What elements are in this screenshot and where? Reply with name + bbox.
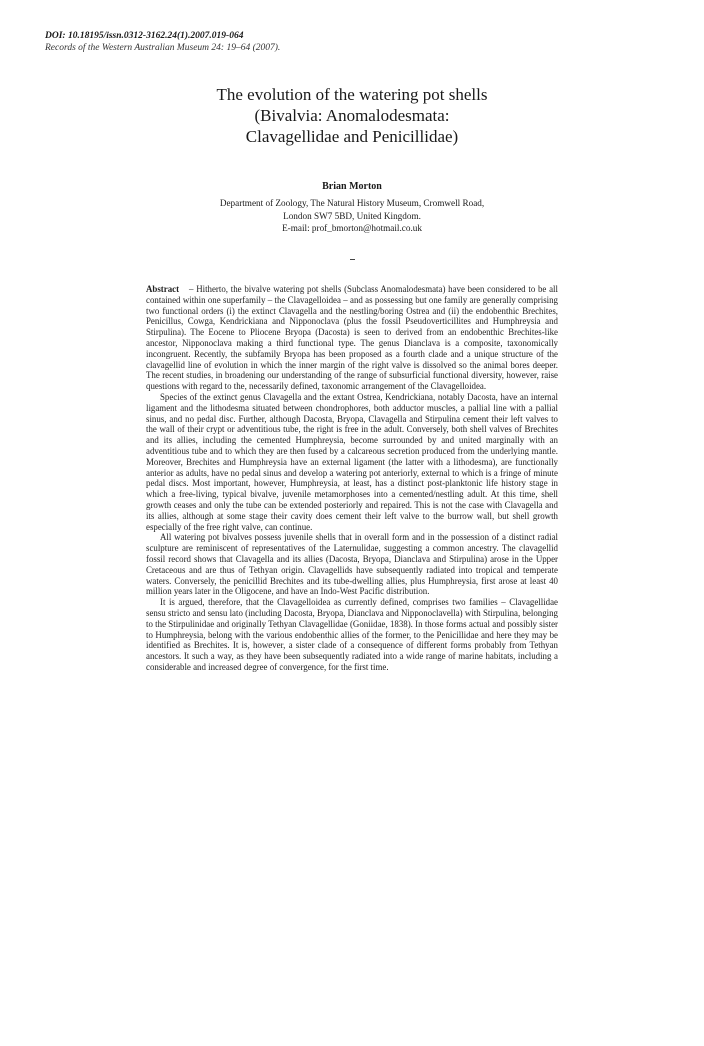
title-line: (Bivalvia: Anomalodesmata: — [254, 106, 450, 125]
section-divider — [350, 259, 355, 260]
body-paragraph: Species of the extinct genus Clavagella and the extant Ostrea, Kendrickiana, notably Dacosta, have an internal ligament and the lithodesma situated between chondrophores, both adductor muscles, a pallial line with a pallial sinus, and no pedal disc. Further, although Dacosta, Bryopa, Clavagella and Stirpulina cement their left valves to the wall of their crypt or adventitious tube, the right is free in the adult. Conversely, both shell valves of Brechites and its allies, including the cemented Humphreysia, become surrounded by and united marginally with an adventitious tube and to which they are then fused by a calcareous secretion produced from the underlying mantle. Moreover, Brechites and Humphreysia have an external ligament (the latter with a lithodesma), are functionally anterior as adults, have no pedal sinus and develop a watering pot anteriorly, external to which is a fringe of minute pedal discs. Most important, however, Humphreysia, at least, has a distinct post-planktonic life history stage in which a free-living, typical bivalve, juvenile metamorphoses into a cemented/nestling adult. At this time, shell growth ceases and only the tube can be extended posteriorly and repaired. This is not the case with Clavagella and its allies, although at some stage their cavity does cement their left valve to the burrow wall, but shell growth especially of the free right valve, can continue. — [146, 391, 558, 532]
title-line: Clavagellidae and Penicillidae) — [245, 127, 459, 146]
abstract-body — [146, 284, 558, 673]
title-line: The evolution of the watering pot shells — [216, 85, 488, 104]
author-affiliation — [170, 197, 534, 235]
body-paragraph: It is argued, therefore, that the Clavagelloidea as currently defined, comprises two families – Clavagellidae sensu stricto and sensu lato (including Dacosta, Bryopa, Dianclava and Nipponoclavella) with Stirpulina, belonging to the Stirpulinidae and originally Tethyan Clavagellidae (Goniidae, 1838). In those forms actual and possibly sister to Humphreysia, belong with the various endobenthic allies of the former, to the Penicillidae and here they may be identified as Brechites. It is, however, a sister clade of a consequence of different forms probably from Tethyan ancestors. It such a way, as they have been subsequently radiated into a wide range of marine habitats, including a considerable and increased degree of convergence, for the first time. — [146, 597, 558, 672]
doi-line[interactable]: DOI: 10.18195/issn.0312-3162.24(1).2007.019-064 — [45, 31, 244, 41]
affiliation-line: London SW7 5BD, United Kingdom. — [283, 210, 421, 221]
author-name: Brian Morton — [322, 181, 382, 192]
affiliation-line: Department of Zoology, The Natural History Museum, Cromwell Road, — [219, 198, 485, 208]
abstract-text: – Hitherto, the bivalve watering pot shells (Subclass Anomalodesmata) have been considered to be all contained within one superfamily – the Clavagelloidea – and as possessing but one family are generally comprising two functional orders (i) the extinct Clavagella and the nestling/boring Ostrea and (ii) the endobenthic Brechites, Penicillus, Cowga, Kendrickiana and Nipponoclava (plus the fossil Pseudoverticillites and Humphreysia and Stirpulina). The Eocene to Pliocene Bryopa (Dacosta) is seen to derived from an endobenthic Brechites-like ancestor, Nipponoclava making a third functional type. The genus Dianclava is a composite, taxonomically incongruent. Recently, the subfamily Bryopa has been proposed as a fourth clade and a unique structure of the clavagellid line of evolution in which the inner margin of the right valve is dissolved so the animal bores deeper. The recent studies, in broadening our understanding of the range of subsurficial functional diversity, however, raise questions with regard to the, necessarily defined, taxonomic arrangement of the Clavagelloidea. — [146, 284, 558, 392]
paper-title — [120, 84, 584, 147]
page-header — [45, 30, 280, 54]
body-paragraph: All watering pot bivalves possess juvenile shells that in overall form and in the possession of a distinct radial sculpture are reminiscent of representatives of the Laternulidae, suggesting a common ancestry. The clavagellid fossil record shows that Clavagella and its allies (Dacosta, Bryopa, Dianclava and Stirpulina) arose in the Upper Cretaceous and are thus of Tethyan origin. Clavagellids have subsequently radiated into tropical and temperate waters. Conversely, the penicillid Brechites and its tube-dwelling allies, plus Humphreysia, first arose at least 40 million years later in the Oligocene, and have an Indo-West Pacific distribution. — [146, 532, 558, 597]
abstract-paragraph — [146, 284, 558, 392]
abstract-label: Abstract — [146, 284, 180, 294]
journal-citation: Records of the Western Australian Museum 24: 19–64 (2007). — [45, 43, 281, 53]
email-line[interactable]: E-mail: prof_bmorton@hotmail.co.uk — [282, 223, 422, 234]
